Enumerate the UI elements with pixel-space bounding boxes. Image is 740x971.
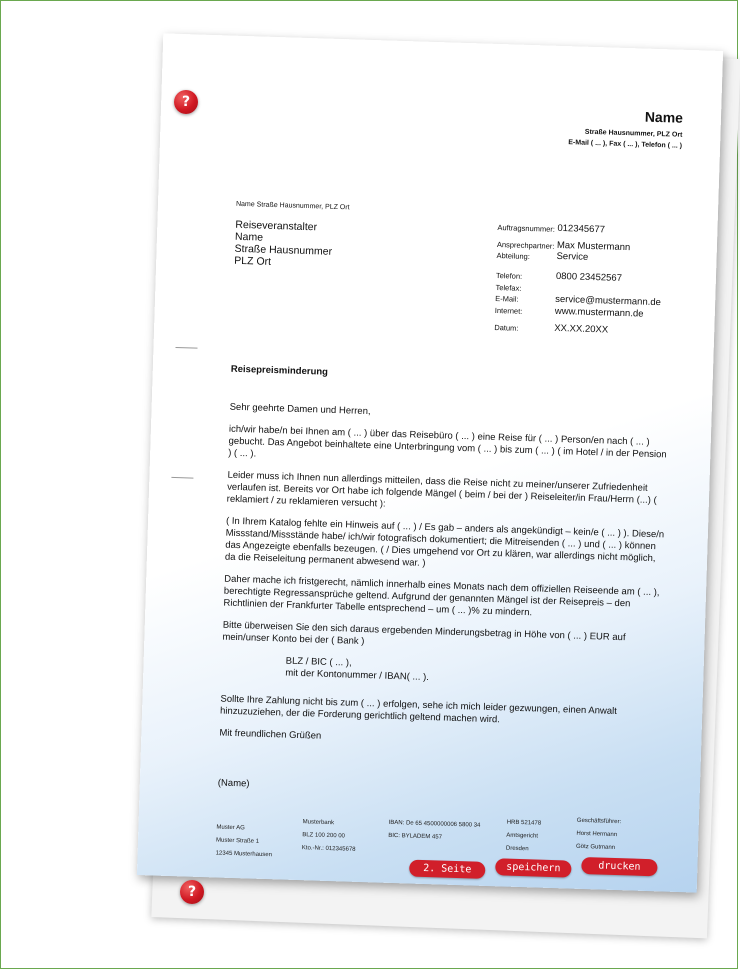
- footer-line: 12345 Musterhausen: [215, 850, 273, 859]
- closing: Mit freundlichen Grüßen: [219, 727, 322, 742]
- info-value: Max Mustermann: [556, 239, 631, 253]
- info-value: 0800 23452567: [555, 270, 623, 284]
- info-label: Telefon:: [495, 270, 523, 281]
- sender-contact: E-Mail ( ... ), Fax ( ... ), Telefon ( ... ): [568, 139, 683, 150]
- help-icon-bottom[interactable]: ?: [180, 880, 204, 904]
- footer-line: BIC: BYLADEM 457: [388, 832, 443, 841]
- footer-line: HRB 521478: [506, 819, 542, 827]
- info-label: E-Mail:: [495, 293, 519, 304]
- return-address-line: Name Straße Hausnummer, PLZ Ort: [235, 200, 350, 212]
- punch-mark: [171, 477, 193, 479]
- body-paragraph: ( In Ihrem Katalog fehlte ein Hinweis auf ( ... ) / Es gab – anders als angekündigt – kein/e ( ... ) ). Diese/n Missstand/Missstände habe/ ich/wir fotografisch dokumentiert; die Mitreisenden ( ... ) und ( ... ) können das Angezeigte ebenfalls bezeugen. ( / Dies umgehend vor Ort zu klären, war allerdings nicht möglich, da die Reiseleitung permanent abwesend war. ): [224, 515, 665, 569]
- recipient-line: PLZ Ort: [234, 254, 272, 268]
- bank-details: [221, 654, 662, 692]
- signature-name: (Name): [217, 777, 250, 790]
- print-button[interactable]: drucken: [581, 857, 657, 876]
- footer-line: Amtsgericht: [506, 832, 539, 840]
- footer-line: Kto.-Nr.: 012345678: [301, 845, 356, 853]
- sender-name: Name: [644, 108, 684, 126]
- footer-line: Muster Straße 1: [215, 837, 260, 845]
- body-paragraph: Daher mache ich fristgerecht, nämlich innerhalb eines Monats nach dem offiziellen Reiseende am ( ... ), berechtigte Regressansprüche geltend. Aufgrund der genannten Mängel ist der Reisepreis – den Richtlinien der Frankfurter Tabelle entsprechend – um ( ... )% zu mindern.: [223, 573, 660, 619]
- letter-subject: Reisepreisminderung: [230, 363, 329, 378]
- bank-line: mit der Kontonummer / IBAN( ... ).: [285, 667, 430, 684]
- info-value: service@mustermann.de: [555, 293, 662, 309]
- info-label: Abteilung:: [496, 250, 531, 262]
- footer-line: Horst Hermann: [576, 830, 618, 839]
- fold-mark: [175, 347, 197, 349]
- info-label: Internet:: [494, 305, 523, 316]
- info-label: Telefax:: [495, 282, 522, 293]
- help-icon-top[interactable]: ?: [174, 90, 198, 114]
- footer-line: Musterbank: [302, 819, 335, 827]
- salutation: Sehr geehrte Damen und Herren,: [229, 401, 371, 418]
- footer-line: Muster AG: [216, 824, 245, 832]
- save-button[interactable]: speichern: [495, 858, 571, 877]
- footer-line: Dresden: [505, 845, 529, 853]
- recipient-address: [234, 219, 333, 270]
- footer-iban: [388, 817, 481, 846]
- info-value: www.mustermann.de: [554, 305, 644, 320]
- footer-register: [506, 817, 542, 857]
- second-page-button[interactable]: 2. Seite: [409, 860, 485, 879]
- info-value: 012345677: [557, 222, 606, 235]
- footer-line: Geschäftsführer:: [576, 817, 622, 826]
- letter-body: [217, 402, 669, 814]
- info-label: Datum:: [494, 322, 519, 333]
- info-label: Ansprechpartner:: [496, 239, 555, 251]
- body-paragraph: Sollte Ihre Zahlung nicht bis zum ( ... ) erfolgen, sehe ich mich leider gezwungen, einen Anwalt hinzuzuziehen, der die Forderung gerichtlich geltend machen wird.: [219, 693, 618, 726]
- body-paragraph: Bitte überweisen Sie den sich daraus ergebenden Minderungsbetrag in Höhe von ( ... ) EUR auf mein/unser Konto bei der ( Bank ): [222, 619, 626, 648]
- recipient-line: Straße Hausnummer: [234, 242, 333, 258]
- reference-info-block: [494, 220, 663, 337]
- body-paragraph: ich/wir habe/n bei Ihnen am ( ... ) über das Reisebüro ( ... ) eine Reise für ( ... ) Person/en nach ( ... ) gebucht. Das Angebot beinhaltete eine Unterbringung vom ( ... ) bis zum ( ... ) ( im Hotel / in der Pension ) ( ... ).: [228, 423, 667, 461]
- recipient-line: Reiseveranstalter: [235, 218, 318, 234]
- footer-bank: [302, 816, 357, 857]
- footer-management: [576, 815, 622, 855]
- body-paragraph: Leider muss ich Ihnen nun allerdings mitteilen, dass die Reise nicht zu meiner/unserer Zufriedenheit verlaufen ist. Bereits vor Ort habe ich folgende Mängel ( beim / bei der ) Reiseleiter/in Frau/Herrn (...) ( reklamiert / zu reklamieren versucht ):: [226, 469, 657, 510]
- info-label: Auftragsnummer:: [497, 222, 556, 234]
- footer-company: [215, 821, 273, 862]
- recipient-line: Name: [234, 230, 264, 244]
- footer-line: IBAN: De 65 4500000006 5800 34: [388, 819, 481, 829]
- footer-line: BLZ 100 200 00: [302, 832, 346, 840]
- bank-line: BLZ / BIC ( ... ),: [285, 655, 352, 669]
- sender-address: Straße Hausnummer, PLZ Ort: [584, 128, 683, 139]
- info-value: XX.XX.20XX: [554, 322, 609, 336]
- info-value: Service: [556, 250, 589, 263]
- footer-line: Götz Gutmann: [575, 843, 616, 852]
- letter-page: [137, 33, 723, 892]
